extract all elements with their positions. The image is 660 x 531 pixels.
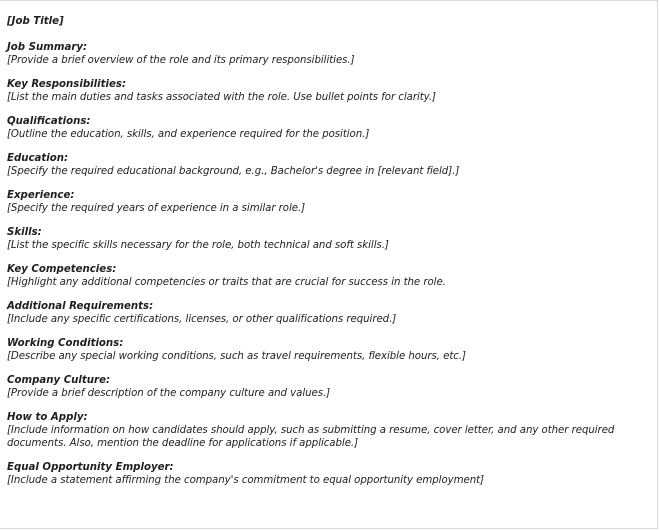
section-heading: Equal Opportunity Employer: [7,462,174,473]
section-body: [List the main duties and tasks associated with the role. Use bullet points for clarity.] [7,92,436,103]
section-heading: Key Responsibilities: [7,79,127,90]
section-working-conditions [7,337,647,363]
section-additional-requirements [7,300,647,326]
section-how-to-apply [7,411,647,450]
section-key-competencies [7,263,647,289]
section-body: [Specify the required years of experience in a similar role.] [7,203,306,214]
section-heading: How to Apply: [7,412,88,423]
section-body: [Include any specific certifications, licenses, or other qualifications required.] [7,314,397,325]
section-body: [Highlight any additional competencies or traits that are crucial for success in the role. [7,277,446,288]
section-heading: Skills: [7,227,42,238]
section-experience [7,189,647,215]
section-heading: Key Competencies: [7,264,117,275]
section-body: [Provide a brief overview of the role and its primary responsibilities.] [7,55,355,66]
section-skills [7,226,647,252]
section-heading: Qualifications: [7,116,91,127]
section-body: [Describe any special working conditions, such as travel requirements, flexible hours, etc.] [7,351,466,362]
section-heading: Education: [7,153,69,164]
section-body: [Include a statement affirming the company's commitment to equal opportunity employment] [7,475,484,486]
section-company-culture [7,374,647,400]
section-body: [Outline the education, skills, and experience required for the position.] [7,129,370,140]
job-description-document [7,15,647,498]
document-title: [Job Title] [7,16,64,27]
section-heading: Working Conditions: [7,338,124,349]
section-job-summary [7,41,647,67]
section-heading: Company Culture: [7,375,111,386]
section-qualifications [7,115,647,141]
section-body: [Include information on how candidates should apply, such as submitting a resume, cover letter, and any other required documents. Also, mention the deadline for applications if applicable.] [7,425,615,449]
section-heading: Additional Requirements: [7,301,154,312]
section-heading: Experience: [7,190,75,201]
section-heading: Job Summary: [7,42,88,53]
section-body: [Specify the required educational background, e.g., Bachelor's degree in [relevant field].] [7,166,460,177]
section-education [7,152,647,178]
section-equal-opportunity-employer [7,461,647,487]
section-body: [Provide a brief description of the company culture and values.] [7,388,331,399]
section-body: [List the specific skills necessary for the role, both technical and soft skills.] [7,240,389,251]
section-key-responsibilities [7,78,647,104]
